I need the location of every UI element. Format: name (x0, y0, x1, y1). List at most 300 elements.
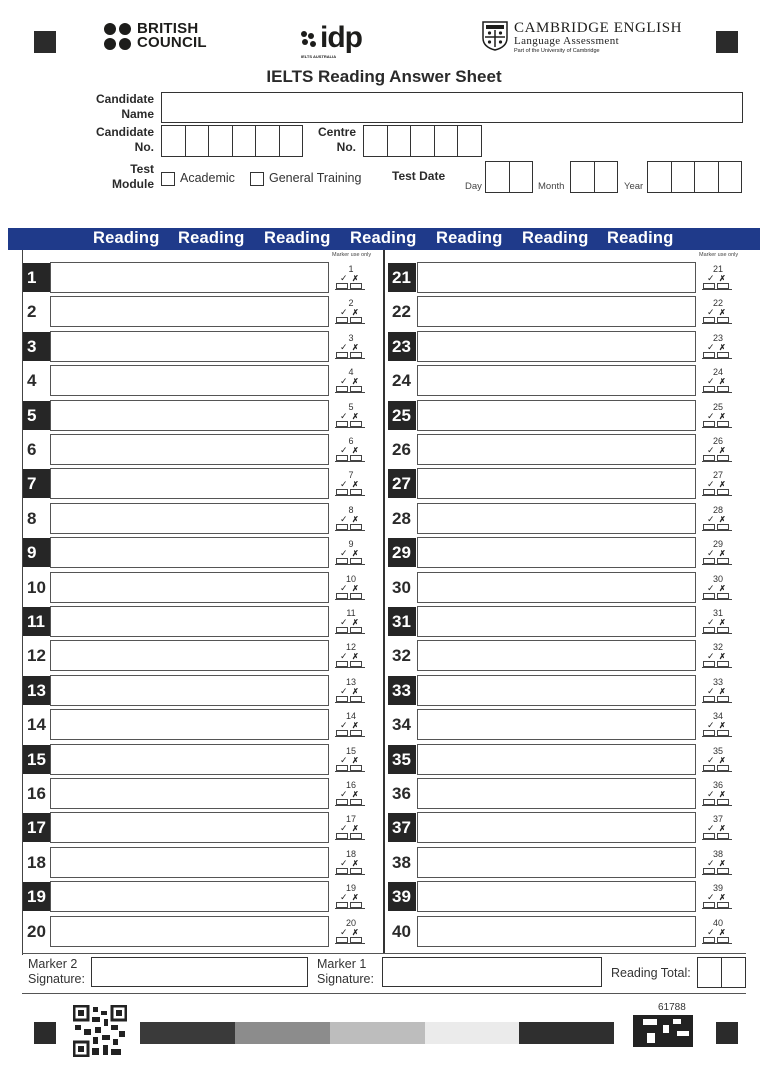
banner-word: Reading (350, 229, 417, 247)
cambridge-title: CAMBRIDGE ENGLISH (514, 20, 683, 36)
marker-baseline (702, 392, 732, 393)
tick-icon: ✓ (340, 857, 348, 868)
cross-icon: ✗ (352, 858, 359, 868)
answer-field[interactable] (50, 537, 329, 568)
marker-number: 14 (345, 711, 356, 722)
reading-total-boxes[interactable] (697, 957, 745, 988)
question-number: 5 (23, 401, 51, 430)
barcode-block-icon (633, 1015, 693, 1047)
marker-box[interactable] (334, 883, 368, 913)
tick-icon: ✓ (707, 479, 715, 490)
marker-box[interactable] (334, 780, 368, 810)
marker-box[interactable] (334, 642, 368, 672)
marker-baseline (702, 427, 732, 428)
test-date-day-boxes[interactable] (485, 161, 532, 193)
question-number: 29 (388, 538, 416, 567)
question-number: 25 (388, 401, 416, 430)
tick-icon: ✓ (707, 513, 715, 524)
centre-number-label: Centre No. (317, 125, 356, 154)
registration-mark-bottom-left (34, 1022, 56, 1044)
marker-box[interactable] (334, 746, 368, 776)
marker-number: 23 (712, 332, 723, 343)
marker-number: 10 (345, 573, 356, 584)
marker-number: 40 (712, 917, 723, 928)
cross-icon: ✗ (352, 514, 359, 524)
question-number: 15 (23, 745, 51, 774)
tick-icon: ✓ (707, 548, 715, 559)
question-number: 12 (23, 641, 51, 670)
idp-subtitle: IELTS AUSTRALIA (301, 54, 337, 59)
marker-1-signature-field[interactable] (382, 957, 602, 987)
tick-icon: ✓ (340, 651, 348, 662)
marker-number: 27 (712, 470, 723, 481)
answer-field[interactable] (417, 537, 696, 568)
marker-baseline (335, 702, 365, 703)
answer-field[interactable] (50, 468, 329, 499)
question-number: 30 (388, 573, 416, 602)
candidate-name-field[interactable] (161, 92, 743, 123)
test-date-label: Test Date (392, 169, 446, 183)
answer-field[interactable] (50, 331, 329, 362)
gray-scale-bar-3 (330, 1022, 425, 1044)
tick-icon: ✓ (340, 754, 348, 765)
answer-field[interactable] (417, 331, 696, 362)
marker-baseline (335, 874, 365, 875)
answer-field[interactable] (417, 503, 696, 534)
marker-box[interactable] (334, 539, 368, 569)
qr-code-icon (73, 1005, 127, 1057)
cambridge-english-logo (482, 21, 682, 55)
answer-field[interactable] (50, 847, 329, 878)
tick-icon: ✓ (340, 789, 348, 799)
candidate-number-boxes[interactable] (161, 125, 302, 157)
marker-box[interactable] (334, 574, 368, 604)
form-code: 61788 (658, 1002, 686, 1013)
cross-icon: ✗ (352, 618, 359, 627)
tick-icon: ✓ (707, 685, 715, 696)
cross-icon: ✗ (719, 514, 726, 524)
marker-box[interactable] (701, 436, 735, 466)
marker-number: 36 (712, 780, 723, 790)
marker-baseline (702, 908, 732, 909)
marker-number: 32 (712, 642, 723, 653)
marker-box[interactable] (701, 642, 735, 672)
marker-baseline (702, 943, 732, 944)
cross-icon: ✗ (352, 308, 359, 318)
cross-icon: ✗ (352, 893, 359, 903)
answer-field[interactable] (417, 262, 696, 293)
answer-field[interactable] (417, 881, 696, 912)
cross-icon: ✗ (719, 927, 726, 937)
marker-baseline (702, 874, 732, 875)
cambridge-tagline: Part of the University of Cambridge (514, 48, 600, 54)
marker-baseline (702, 564, 732, 565)
question-number: 34 (388, 710, 416, 739)
answer-field[interactable] (50, 916, 329, 947)
marker-box[interactable] (701, 849, 735, 879)
marker-number: 38 (712, 848, 723, 859)
marker-number: 17 (345, 814, 356, 825)
marker-number: 39 (712, 883, 723, 894)
answer-field[interactable] (50, 606, 329, 637)
marker-box[interactable] (334, 436, 368, 466)
marker-number: 1 (348, 264, 354, 274)
british-council-dots-icon (104, 23, 131, 50)
answer-field[interactable] (50, 572, 329, 603)
marker-number: 28 (712, 504, 723, 515)
question-number: 9 (23, 538, 51, 567)
question-number: 27 (388, 469, 416, 498)
cross-icon: ✗ (719, 721, 726, 731)
tick-icon: ✓ (340, 445, 348, 455)
answer-field[interactable] (417, 468, 696, 499)
question-number: 21 (388, 263, 416, 292)
question-number: 14 (23, 710, 51, 739)
footer-top-rule (22, 953, 746, 954)
marker-number: 34 (712, 711, 723, 722)
marker-box[interactable] (701, 883, 735, 913)
banner-word: Reading (522, 229, 589, 247)
marker-number: 7 (348, 470, 354, 481)
answer-field[interactable] (417, 812, 696, 843)
answer-field[interactable] (417, 744, 696, 775)
cross-icon: ✗ (719, 618, 726, 627)
marker-2-signature-field[interactable] (91, 957, 308, 987)
test-date-month-boxes[interactable] (570, 161, 617, 193)
banner-word: Reading (93, 229, 160, 247)
british-council-logo (104, 22, 207, 50)
cross-icon: ✗ (352, 446, 359, 455)
question-number: 16 (23, 779, 51, 808)
marker-baseline (335, 289, 365, 290)
tick-icon: ✓ (340, 479, 348, 490)
marker-box[interactable] (701, 746, 735, 776)
marker-box[interactable] (334, 402, 368, 432)
answer-field[interactable] (50, 812, 329, 843)
cross-icon: ✗ (719, 755, 726, 765)
tick-icon: ✓ (707, 857, 715, 868)
marker-box[interactable] (701, 505, 735, 535)
registration-mark-top-right (716, 31, 738, 53)
tick-icon: ✓ (707, 273, 715, 283)
marker-box[interactable] (334, 608, 368, 638)
answer-field[interactable] (50, 400, 329, 431)
tick-icon: ✓ (707, 410, 715, 421)
question-number: 6 (23, 435, 51, 464)
page-title: IELTS Reading Answer Sheet (266, 67, 502, 86)
answer-field[interactable] (50, 365, 329, 396)
question-number: 1 (23, 263, 51, 292)
question-number: 13 (23, 676, 51, 705)
question-number: 8 (23, 504, 51, 533)
marker-baseline (335, 839, 365, 840)
cross-icon: ✗ (352, 342, 359, 352)
cross-icon: ✗ (719, 858, 726, 868)
marker-number: 30 (712, 573, 723, 584)
marker-box[interactable] (334, 505, 368, 535)
tick-icon: ✓ (707, 892, 715, 903)
marker-box[interactable] (701, 814, 735, 844)
marker-box[interactable] (701, 367, 735, 397)
answer-field[interactable] (50, 778, 329, 809)
academic-checkbox[interactable] (161, 172, 175, 186)
tick-icon: ✓ (707, 617, 715, 627)
marker-baseline (335, 805, 365, 806)
cambridge-subtitle: Language Assessment (514, 35, 620, 47)
marker-number: 33 (712, 676, 723, 687)
answer-field[interactable] (50, 881, 329, 912)
answer-field[interactable] (50, 296, 329, 327)
marker-box[interactable] (334, 677, 368, 707)
cross-icon: ✗ (719, 583, 726, 593)
question-number: 39 (388, 882, 416, 911)
cross-icon: ✗ (719, 308, 726, 318)
answer-field[interactable] (417, 606, 696, 637)
cross-icon: ✗ (352, 790, 359, 799)
test-date-year-boxes[interactable] (647, 161, 741, 193)
marker-baseline (335, 771, 365, 772)
marker-box[interactable] (701, 333, 735, 363)
cross-icon: ✗ (352, 824, 359, 834)
marker-box[interactable] (701, 470, 735, 500)
question-number: 3 (23, 332, 51, 361)
registration-mark-top-left (34, 31, 56, 53)
question-number: 17 (23, 813, 51, 842)
marker-number: 35 (712, 745, 723, 756)
marker-number: 18 (345, 848, 356, 859)
banner-word: Reading (178, 229, 245, 247)
marker-1-label: Marker 1 Signature: (317, 957, 374, 986)
day-label: Day (465, 181, 482, 192)
marker-number: 21 (712, 264, 723, 274)
marker-baseline (702, 667, 732, 668)
tick-icon: ✓ (340, 617, 348, 627)
answer-field[interactable] (417, 847, 696, 878)
tick-icon: ✓ (707, 445, 715, 455)
marker-baseline (702, 633, 732, 634)
cross-icon: ✗ (719, 446, 726, 455)
tick-icon: ✓ (340, 376, 348, 387)
marker-baseline (335, 667, 365, 668)
answer-field[interactable] (417, 400, 696, 431)
tick-icon: ✓ (707, 789, 715, 799)
question-number: 26 (388, 435, 416, 464)
answer-field[interactable] (417, 434, 696, 465)
reading-banner (8, 228, 760, 250)
tick-icon: ✓ (707, 582, 715, 593)
answer-field[interactable] (417, 572, 696, 603)
marker-2-label: Marker 2 Signature: (28, 957, 85, 986)
marker-baseline (335, 599, 365, 600)
marker-box[interactable] (701, 918, 735, 948)
marker-box[interactable] (701, 402, 735, 432)
question-number: 23 (388, 332, 416, 361)
marker-box[interactable] (701, 264, 735, 294)
marker-baseline (335, 392, 365, 393)
marker-box[interactable] (701, 780, 735, 810)
marker-number: 2 (348, 298, 354, 309)
cross-icon: ✗ (352, 549, 359, 559)
marker-box[interactable] (334, 333, 368, 363)
idp-wordmark: idp (320, 21, 362, 54)
banner-word: Reading (264, 229, 331, 247)
marker-number: 15 (345, 745, 356, 756)
marker-box[interactable] (334, 470, 368, 500)
idp-globe-icon (298, 28, 320, 50)
marker-baseline (335, 564, 365, 565)
candidate-name-label: Candidate Name (95, 92, 154, 121)
gray-scale-bar-1 (140, 1022, 235, 1044)
tick-icon: ✓ (707, 754, 715, 765)
marker-baseline (702, 599, 732, 600)
question-number: 24 (388, 366, 416, 395)
registration-mark-bottom-right (716, 1022, 738, 1044)
marker-baseline (702, 839, 732, 840)
marker-number: 24 (712, 367, 723, 378)
answer-field[interactable] (50, 675, 329, 706)
marker-baseline (335, 323, 365, 324)
question-number: 19 (23, 882, 51, 911)
marker-baseline (335, 736, 365, 737)
column-divider (383, 250, 385, 954)
marker-baseline (335, 530, 365, 531)
answer-field[interactable] (50, 262, 329, 293)
answer-field[interactable] (417, 778, 696, 809)
marker-use-note-left: Marker use only (332, 252, 372, 258)
test-module-label: Test Module (112, 162, 154, 191)
answer-field[interactable] (417, 675, 696, 706)
cross-icon: ✗ (719, 342, 726, 352)
marker-baseline (702, 736, 732, 737)
marker-number: 25 (712, 401, 723, 412)
marker-number: 26 (712, 436, 723, 446)
marker-baseline (335, 461, 365, 462)
marker-baseline (702, 289, 732, 290)
tick-icon: ✓ (340, 926, 348, 937)
tick-icon: ✓ (707, 926, 715, 937)
question-number: 33 (388, 676, 416, 705)
british-council-line-1: BRITISH (137, 20, 199, 37)
cross-icon: ✗ (352, 274, 359, 283)
cambridge-crest-icon (482, 21, 508, 51)
marker-baseline (702, 530, 732, 531)
cross-icon: ✗ (719, 411, 726, 421)
candidate-number-label: Candidate No. (95, 125, 154, 154)
month-label: Month (538, 181, 565, 192)
marker-number: 12 (345, 642, 356, 653)
general-training-checkbox[interactable] (250, 172, 264, 186)
marker-box[interactable] (334, 849, 368, 879)
marker-box[interactable] (334, 918, 368, 948)
general-training-label: General Training (269, 171, 362, 185)
marker-box[interactable] (334, 298, 368, 328)
answer-field[interactable] (417, 296, 696, 327)
tick-icon: ✓ (707, 307, 715, 318)
cross-icon: ✗ (352, 377, 359, 387)
marker-box[interactable] (334, 814, 368, 844)
tick-icon: ✓ (340, 892, 348, 903)
question-number: 22 (388, 297, 416, 326)
cross-icon: ✗ (352, 583, 359, 593)
cross-icon: ✗ (719, 790, 726, 799)
tick-icon: ✓ (340, 685, 348, 696)
cross-icon: ✗ (719, 652, 726, 662)
cross-icon: ✗ (719, 549, 726, 559)
tick-icon: ✓ (707, 651, 715, 662)
marker-number: 20 (345, 917, 356, 928)
answer-field[interactable] (50, 744, 329, 775)
tick-icon: ✓ (340, 513, 348, 524)
question-number: 37 (388, 813, 416, 842)
answer-field[interactable] (417, 365, 696, 396)
marker-number: 8 (348, 504, 354, 515)
marker-baseline (702, 495, 732, 496)
answer-field[interactable] (50, 640, 329, 671)
marker-box[interactable] (701, 539, 735, 569)
answer-field[interactable] (417, 916, 696, 947)
marker-box[interactable] (701, 711, 735, 741)
marker-baseline (335, 358, 365, 359)
cross-icon: ✗ (719, 274, 726, 283)
marker-number: 13 (345, 676, 356, 687)
marker-baseline (335, 427, 365, 428)
question-number: 4 (23, 366, 51, 395)
marker-number: 6 (348, 436, 354, 446)
marker-number: 19 (345, 883, 356, 894)
cross-icon: ✗ (352, 686, 359, 696)
gray-scale-bar-5 (519, 1022, 614, 1044)
cross-icon: ✗ (719, 824, 726, 834)
question-number: 36 (388, 779, 416, 808)
question-number: 2 (23, 297, 51, 326)
british-council-line-2: COUNCIL (137, 34, 207, 51)
marker-number: 11 (346, 608, 356, 618)
marker-box[interactable] (701, 677, 735, 707)
tick-icon: ✓ (707, 720, 715, 731)
cross-icon: ✗ (352, 927, 359, 937)
marker-number: 16 (345, 780, 356, 790)
question-number: 20 (23, 917, 51, 946)
tick-icon: ✓ (340, 823, 348, 834)
marker-box[interactable] (334, 264, 368, 294)
tick-icon: ✓ (340, 548, 348, 559)
answer-field[interactable] (50, 709, 329, 740)
marker-baseline (702, 323, 732, 324)
marker-box[interactable] (334, 711, 368, 741)
marker-box[interactable] (701, 608, 735, 638)
cross-icon: ✗ (352, 411, 359, 421)
tick-icon: ✓ (707, 823, 715, 834)
marker-box[interactable] (701, 298, 735, 328)
answer-field[interactable] (417, 709, 696, 740)
marker-baseline (335, 495, 365, 496)
marker-baseline (335, 633, 365, 634)
tick-icon: ✓ (340, 341, 348, 352)
marker-box[interactable] (701, 574, 735, 604)
cross-icon: ✗ (719, 893, 726, 903)
answer-field[interactable] (50, 434, 329, 465)
marker-box[interactable] (334, 367, 368, 397)
marker-number: 22 (712, 298, 723, 309)
marker-use-note-right: Marker use only (699, 252, 739, 258)
question-number: 28 (388, 504, 416, 533)
answer-field[interactable] (50, 503, 329, 534)
marker-number: 4 (348, 367, 354, 378)
centre-number-boxes[interactable] (363, 125, 481, 157)
answer-field[interactable] (417, 640, 696, 671)
question-number: 40 (388, 917, 416, 946)
marker-number: 5 (348, 401, 354, 412)
